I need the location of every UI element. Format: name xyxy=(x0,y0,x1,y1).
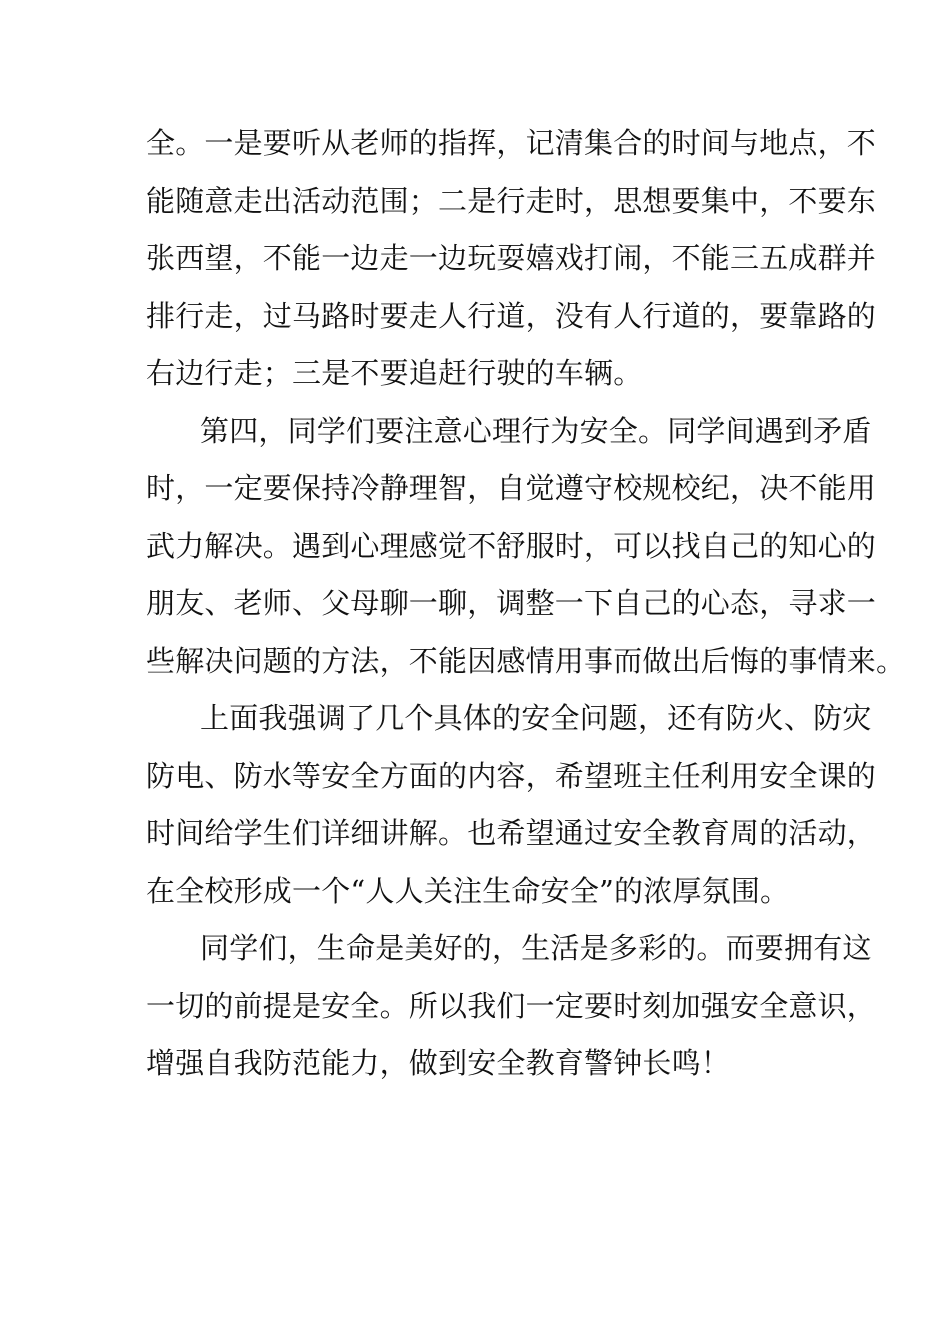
text-line: 能随意走出活动范围；二是行走时，思想要集中，不要东 xyxy=(146,183,877,218)
text-line: 防电、防水等安全方面的内容，希望班主任利用安全课的 xyxy=(146,758,877,793)
text-line: 第四，同学们要注意心理行为安全。同学间遇到矛盾 xyxy=(200,413,872,448)
text-line: 些解决问题的方法，不能因感情用事而做出后悔的事情来。 xyxy=(146,643,906,678)
document-body xyxy=(146,115,906,1093)
paragraph-p2 xyxy=(146,403,906,691)
text-line: 同学们，生命是美好的，生活是多彩的。而要拥有这 xyxy=(200,931,872,965)
paragraph-p4 xyxy=(146,920,877,1093)
text-line: 在全校形成一个“人人关注生命安全”的浓厚氛围。 xyxy=(146,873,790,908)
text-line: 武力解决。遇到心理感觉不舒服时，可以找自己的知心的 xyxy=(146,528,877,563)
text-line: 上面我强调了几个具体的安全问题，还有防火、防灾 xyxy=(200,701,872,735)
text-line: 增强自我防范能力，做到安全教育警钟长鸣！ xyxy=(146,1046,731,1080)
paragraph-p1 xyxy=(146,115,877,403)
text-line: 朋友、老师、父母聊一聊，调整一下自己的心态，寻求一 xyxy=(146,586,877,620)
text-line: 时，一定要保持冷静理智，自觉遵守校规校纪，决不能用 xyxy=(146,471,877,505)
text-line: 右边行走；三是不要追赶行驶的车辆。 xyxy=(146,356,643,390)
text-line: 一切的前提是安全。所以我们一定要时刻加强安全意识， xyxy=(146,988,877,1023)
paragraph-p3 xyxy=(146,690,877,920)
text-line: 张西望，不能一边走一边玩耍嬉戏打闹，不能三五成群并 xyxy=(146,241,877,275)
text-line: 全。一是要听从老师的指挥，记清集合的时间与地点，不 xyxy=(146,126,877,160)
text-line: 时间给学生们详细讲解。也希望通过安全教育周的活动， xyxy=(146,816,877,850)
text-line: 排行走，过马路时要走人行道，没有人行道的，要靠路的 xyxy=(146,298,877,333)
